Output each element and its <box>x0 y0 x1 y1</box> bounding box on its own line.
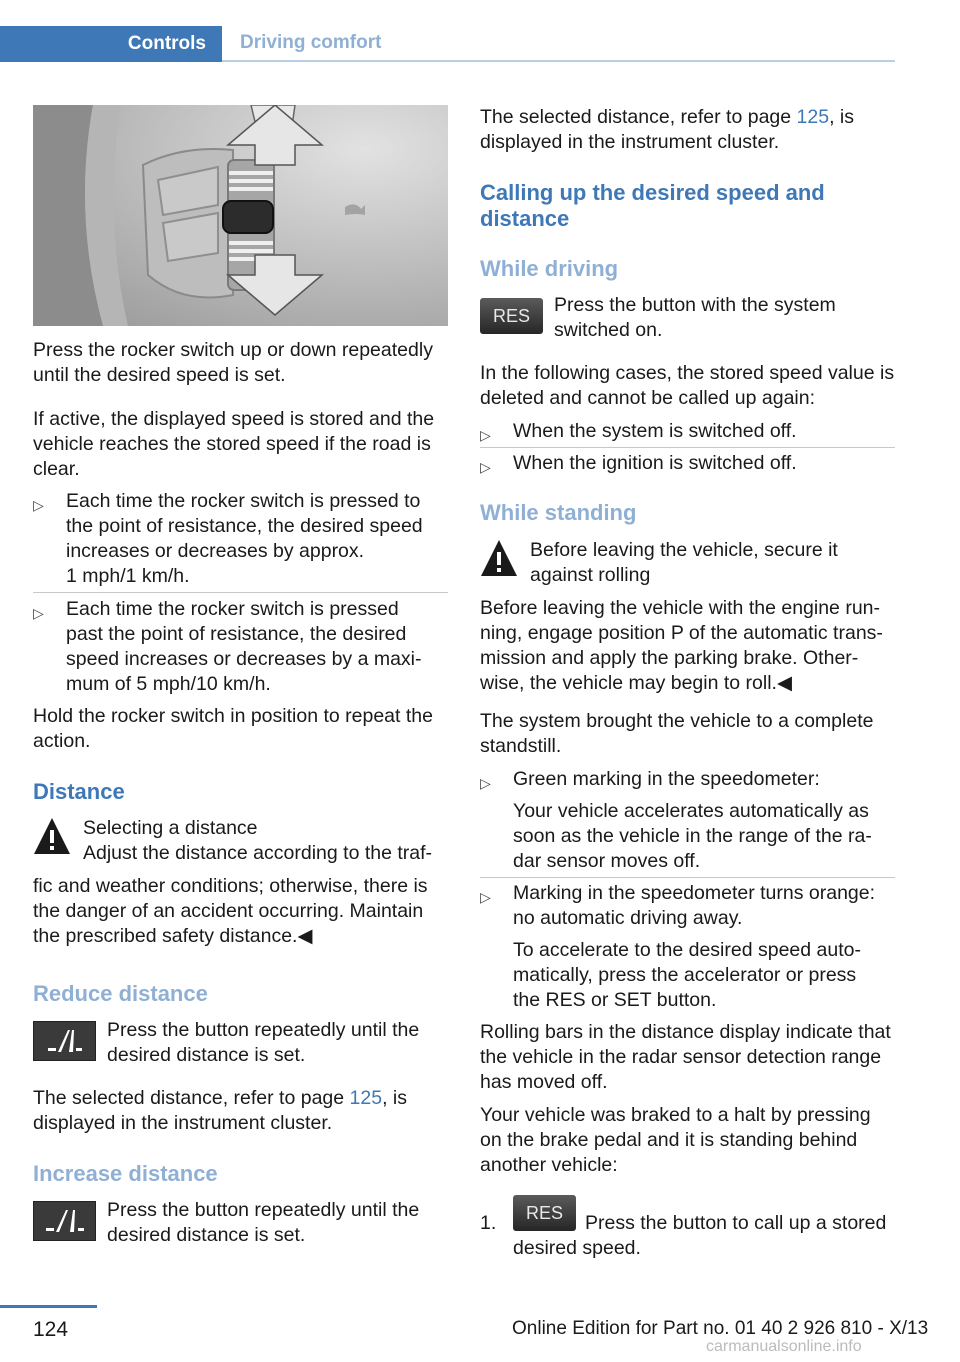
bullet-item: Green marking in the speedometer: <box>513 768 820 790</box>
heading-increase-distance: Increase distance <box>33 1161 218 1186</box>
warning-text: fic and weather conditions; otherwise, there is the danger of an accident occurring. Maintain the prescribed safety distance.◀ <box>33 875 428 947</box>
bullet-icon: ▷ <box>33 497 44 513</box>
paragraph-selected-distance: The selected distance, refer to page 125, is displayed in the instrument cluster. <box>33 1087 407 1134</box>
paragraph-selected-distance-right: The selected distance, refer to page 125, is displayed in the instrument cluster. <box>480 106 854 153</box>
paragraph-before-leaving: Before leaving the vehicle with the engine run‐ ning, engage position P of the automatic trans‐ mission and apply the parking brake. Other‐ wise, the vehicle may begin to roll.◀ <box>480 597 883 694</box>
distance-icon <box>34 1202 95 1240</box>
footer-divider <box>0 1305 97 1308</box>
warning-line: Adjust the distance according to the traf‐ <box>83 842 433 864</box>
paragraph-rolling-bars: Rolling bars in the distance display indicate that the vehicle in the radar sensor detection range has moved off. <box>480 1021 891 1093</box>
increase-distance-button-image <box>33 1201 96 1241</box>
bullet-icon: ▷ <box>480 775 491 791</box>
heading-while-driving: While driving <box>480 256 619 281</box>
page-link[interactable]: 125 <box>796 106 830 128</box>
steering-wheel-illustration <box>33 105 448 326</box>
paragraph-rocker: Press the rocker switch up or down repeatedly until the desired speed is set. <box>33 339 433 386</box>
bullet-item: the point of resistance, the desired speed <box>66 515 423 537</box>
heading-calling-up: Calling up the desired speed and distance <box>480 180 825 231</box>
page-header <box>0 26 895 62</box>
bullet-item: increases or decreases by approx. <box>66 540 365 562</box>
bullet-item: When the system is switched off. <box>513 420 797 442</box>
bullet-item: 1 mph/1 km/h. <box>66 565 190 587</box>
bullet-icon: ▷ <box>480 889 491 905</box>
bullet-icon: ▷ <box>480 427 491 443</box>
bullet-item-detail: Your vehicle accelerates automatically as soon as the vehicle in the range of the ra‐ dar sensor moves off. <box>513 800 872 872</box>
bullet-item: mum of 5 mph/10 km/h. <box>66 673 271 695</box>
paragraph-system-standstill: The system brought the vehicle to a complete standstill. <box>480 710 874 757</box>
bullet-icon: ▷ <box>480 459 491 475</box>
res-button-image: RES <box>480 298 543 334</box>
heading-reduce-distance: Reduce distance <box>33 981 208 1006</box>
bullet-item-detail: To accelerate to the desired speed auto‐ matically, press the accelerator or press the RES or SET button. <box>513 939 861 1011</box>
page-link[interactable]: 125 <box>349 1087 383 1109</box>
section-tab: Controls <box>0 26 222 62</box>
paragraph-hold: Hold the rocker switch in position to repeat the action. <box>33 705 433 752</box>
watermark: carmanualsonline.info <box>706 1338 862 1355</box>
paragraph-cases: In the following cases, the stored speed value is deleted and cannot be called up again: <box>480 362 895 409</box>
warning-text: Before leaving the vehicle, secure it against rolling <box>530 539 838 586</box>
edition-note: Online Edition for Part no. 01 40 2 926 810 - X/13 <box>512 1318 929 1339</box>
bullet-item: Each time the rocker switch is pressed to <box>66 490 421 512</box>
bullet-item: speed increases or decreases by a maxi‐ <box>66 648 422 670</box>
res-text: Press the button with the system switched on. <box>554 294 836 341</box>
increase-distance-text: Press the button repeatedly until the desired distance is set. <box>107 1199 420 1246</box>
step-text: Press the button to call up a stored desired speed. <box>513 1212 887 1259</box>
reduce-distance-button-image <box>33 1021 96 1061</box>
warning-icon <box>33 816 71 856</box>
bullet-icon: ▷ <box>33 605 44 621</box>
paragraph-braked: Your vehicle was braked to a halt by pressing on the brake pedal and it is standing behind another vehicle: <box>480 1104 871 1176</box>
bullet-item: Each time the rocker switch is pressed <box>66 598 399 620</box>
bullet-item: past the point of resistance, the desired <box>66 623 407 645</box>
heading-while-standing: While standing <box>480 500 637 525</box>
distance-icon <box>34 1022 95 1060</box>
paragraph-active: If active, the displayed speed is stored and the vehicle reaches the stored speed if the road is clear. <box>33 408 435 480</box>
warning-icon <box>480 538 518 578</box>
heading-distance: Distance <box>33 779 125 804</box>
bullet-item: When the ignition is switched off. <box>513 452 797 474</box>
step-number: 1. <box>480 1212 497 1234</box>
res-button-image: RES <box>513 1195 576 1231</box>
chapter-tab: Driving comfort <box>222 26 895 62</box>
page-number: 124 <box>33 1318 69 1341</box>
reduce-distance-text: Press the button repeatedly until the desired distance is set. <box>107 1019 420 1066</box>
warning-title: Selecting a distance <box>83 817 258 839</box>
bullet-item: Marking in the speedometer turns orange: no automatic driving away. <box>513 882 876 929</box>
